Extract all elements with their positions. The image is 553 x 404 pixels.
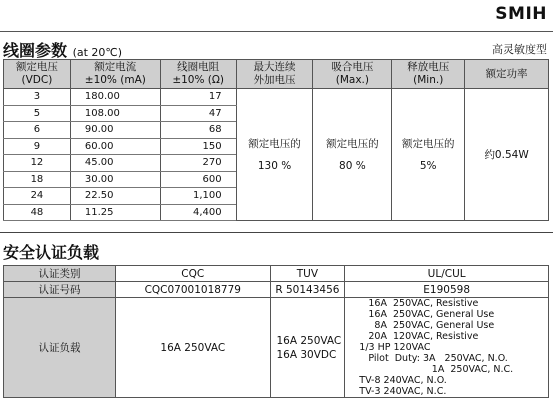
ul-load-line: 16A 250VAC, Resistive [359,298,479,309]
cell-current: 60.00 [70,138,160,155]
coil-table [3,59,549,221]
cell-current: 108.00 [70,105,160,122]
label-cert-category: 认证类别 [4,266,116,282]
header-coil-resistance: 线圈电阻 ±10% (Ω) [160,60,236,89]
cell-current: 30.00 [70,171,160,188]
tuv-load: 16A 250VAC 16A 30VDC [270,298,345,398]
cqc-number: CQC07001018779 [116,282,270,298]
coil-title-text: 线圈参数 [3,41,68,60]
cell-current: 22.50 [70,188,160,205]
model-name: SMIH [495,4,547,24]
cell-current: 45.00 [70,155,160,172]
cell-voltage: 48 [4,204,71,221]
label-cert-load: 认证负载 [4,298,116,398]
header-rated-power: 额定功率 [465,60,549,89]
cert-table [3,265,549,398]
header-max-voltage: 最大连续 外加电压 [236,60,313,89]
col-ul: UL/CUL [345,266,549,282]
coil-row [4,89,549,106]
ul-load-line: 1/3 HP 120VAC [359,342,431,353]
cell-resistance: 600 [160,171,236,188]
cell-current: 180.00 [70,89,160,106]
col-tuv: TUV [270,266,345,282]
cell-current: 11.25 [70,204,160,221]
ul-load-line: Pilot Duty: 3A 250VAC, N.O. [359,353,508,364]
cell-pickup-voltage: 额定电压的 80 % [313,89,392,221]
header-release-voltage: 释放电压 (Min.) [392,60,465,89]
col-cqc: CQC [116,266,270,282]
cert-row-load [4,298,549,398]
ul-load-line: TV-8 240VAC, N.O. [359,375,447,386]
cell-release-voltage: 额定电压的 5% [392,89,465,221]
cell-resistance: 150 [160,138,236,155]
cqc-load: 16A 250VAC [116,298,270,398]
cell-resistance: 4,400 [160,204,236,221]
ul-load-line: TV-3 240VAC, N.C. [359,386,447,397]
coil-section-title [3,38,122,61]
cell-resistance: 47 [160,105,236,122]
cell-voltage: 18 [4,171,71,188]
cert-section-title: 安全认证负载 [3,243,100,262]
cell-current: 90.00 [70,122,160,139]
cell-resistance: 270 [160,155,236,172]
label-cert-number: 认证号码 [4,282,116,298]
ul-load-line: 20A 120VAC, Resistive [359,331,479,342]
cell-voltage: 12 [4,155,71,172]
cell-voltage: 3 [4,89,71,106]
coil-header-row [4,60,549,89]
cell-resistance: 1,100 [160,188,236,205]
cell-voltage: 9 [4,138,71,155]
cell-resistance: 68 [160,122,236,139]
coil-subtype: 高灵敏度型 [492,43,547,56]
ul-load [345,298,549,398]
cell-rated-power: 约0.54W [465,89,549,221]
cert-row-number [4,282,549,298]
ul-load-line: 1A 250VAC, N.C. [359,364,514,375]
section-divider [0,232,553,233]
cell-voltage: 5 [4,105,71,122]
ul-number: E190598 [345,282,549,298]
coil-temp-note: (at 20℃) [72,46,123,59]
tuv-number: R 50143456 [270,282,345,298]
cell-voltage: 6 [4,122,71,139]
cert-row-category [4,266,549,282]
header-rated-voltage: 额定电压 (VDC) [4,60,71,89]
cell-voltage: 24 [4,188,71,205]
header-rated-current: 额定电流 ±10% (mA) [70,60,160,89]
header-pickup-voltage: 吸合电压 (Max.) [313,60,392,89]
cell-max-voltage: 额定电压的 130 % [236,89,313,221]
ul-load-line: 8A 250VAC, General Use [359,320,495,331]
cell-resistance: 17 [160,89,236,106]
top-bar [0,0,553,32]
ul-load-line: 16A 250VAC, General Use [359,309,495,320]
